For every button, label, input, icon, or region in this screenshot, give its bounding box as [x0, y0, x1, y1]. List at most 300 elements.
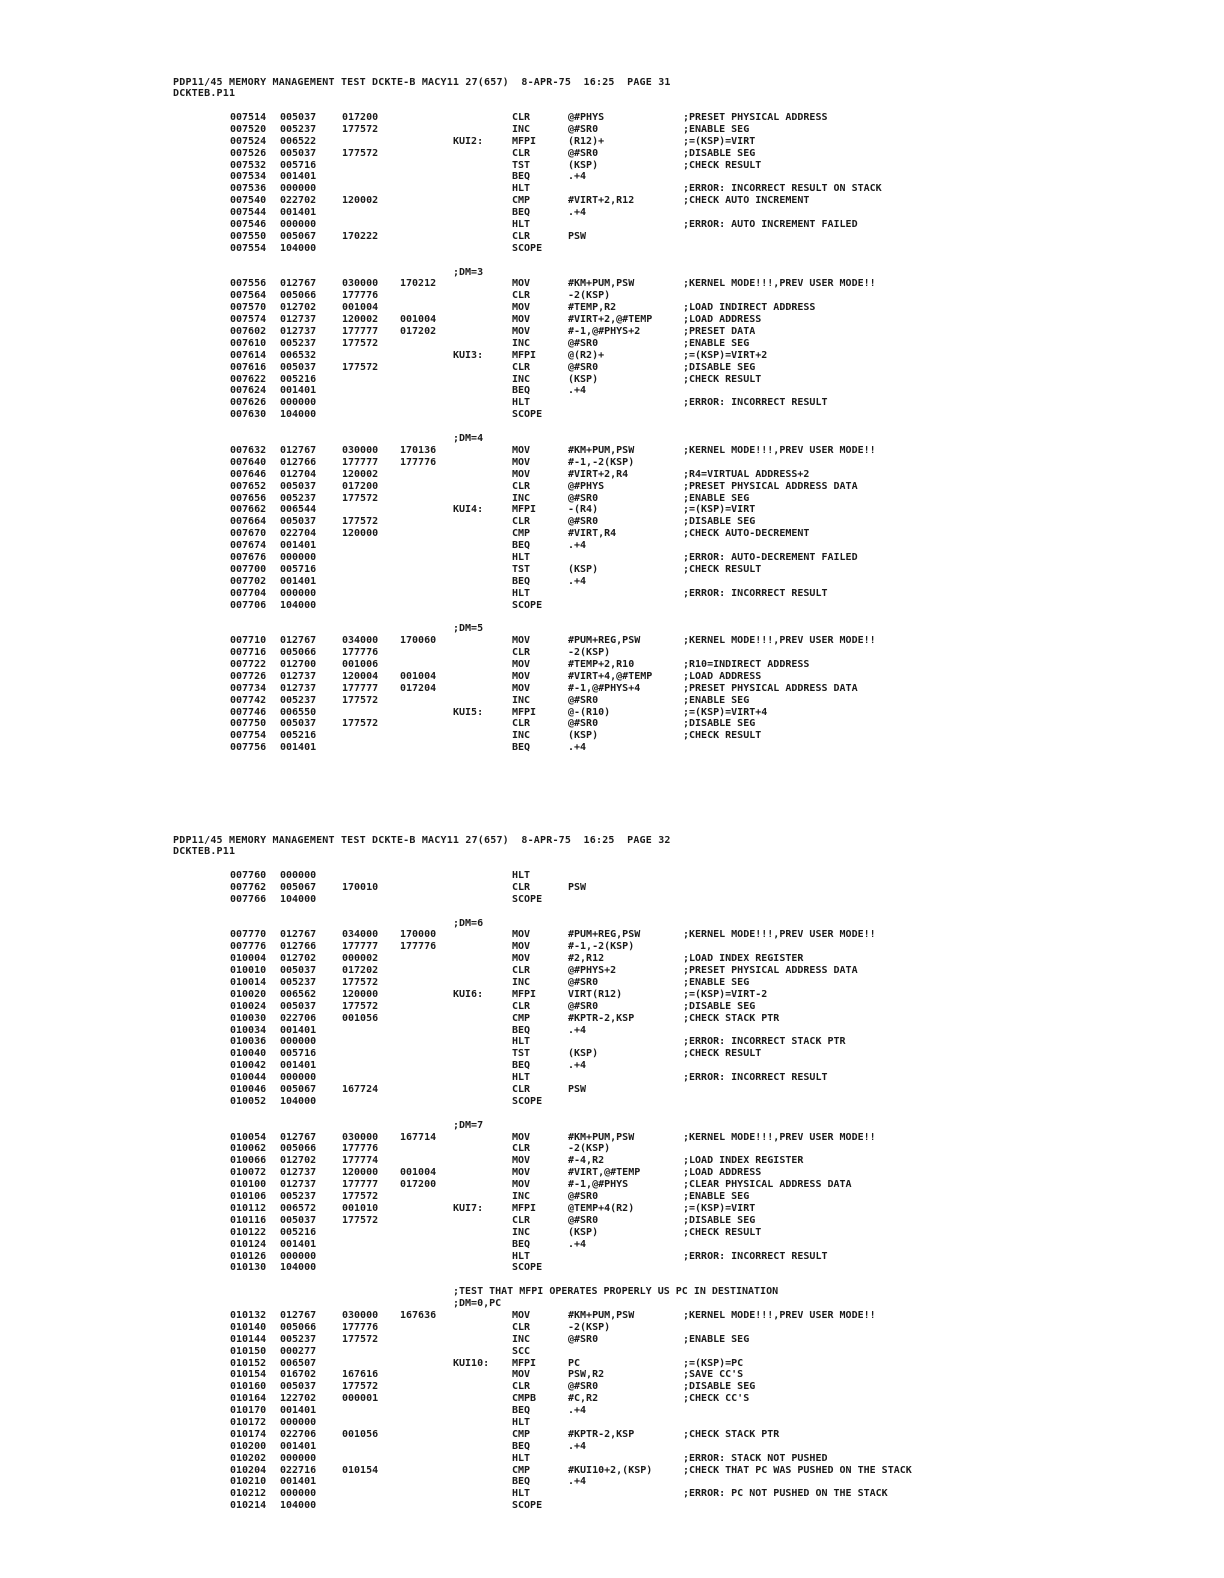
word-1: 012702	[280, 302, 317, 314]
operand: @#SR0	[568, 361, 599, 373]
code-line	[0, 1239, 1224, 1251]
line-gap	[0, 255, 1224, 267]
word-1: 104000	[280, 1500, 317, 1512]
opcode: MFPI	[512, 349, 537, 361]
word-1: 104000	[280, 1262, 317, 1274]
address: 010036	[230, 1036, 267, 1048]
code-line	[0, 469, 1224, 481]
directive-line	[0, 267, 1224, 279]
word-1: 005037	[280, 361, 317, 373]
word-1: 001401	[280, 1476, 317, 1488]
code-line	[0, 1262, 1224, 1274]
address: 010030	[230, 1012, 267, 1024]
opcode: CLR	[512, 516, 531, 528]
word-1: 022704	[280, 528, 317, 540]
operand: #KPTR-2,KSP	[568, 1012, 635, 1024]
code-line	[0, 1417, 1224, 1429]
word-2: 120002	[342, 195, 379, 207]
directive-line	[0, 1298, 1224, 1310]
page-31-header-file: DCKTEB.P11	[173, 88, 236, 99]
operand: (R12)+	[568, 135, 605, 147]
word-2: 120000	[342, 1167, 379, 1179]
word-1: 012737	[280, 326, 317, 338]
code-line	[0, 326, 1224, 338]
code-line	[0, 647, 1224, 659]
line-gap	[0, 611, 1224, 623]
word-1: 022706	[280, 1012, 317, 1024]
word-3: 001004	[400, 1167, 437, 1179]
opcode: MOV	[512, 326, 531, 338]
word-1: 005037	[280, 965, 317, 977]
word-1: 000000	[280, 1036, 317, 1048]
comment: ;LOAD ADDRESS	[683, 314, 762, 326]
opcode: SCOPE	[512, 409, 543, 421]
opcode: BEQ	[512, 1440, 531, 1452]
opcode: MOV	[512, 941, 531, 953]
operand: @#SR0	[568, 1191, 599, 1203]
word-2: 177777	[342, 1179, 379, 1191]
word-1: 005237	[280, 337, 317, 349]
opcode: MOV	[512, 1131, 531, 1143]
word-1: 012766	[280, 456, 317, 468]
address: 010154	[230, 1369, 267, 1381]
comment: ;CHECK AUTO-DECREMENT	[683, 528, 810, 540]
directive-text: ;DM=7	[453, 1119, 484, 1131]
opcode: INC	[512, 492, 531, 504]
comment: ;CHECK THAT PC WAS PUSHED ON THE STACK	[683, 1464, 912, 1476]
address: 010212	[230, 1488, 267, 1500]
block-comment-text: ;TEST THAT MFPI OPERATES PROPERLY US PC IN DESTINATION	[453, 1286, 779, 1298]
code-line	[0, 1381, 1224, 1393]
opcode: MOV	[512, 929, 531, 941]
code-line	[0, 148, 1224, 160]
operand: #VIRT,R4	[568, 528, 617, 540]
code-line	[0, 635, 1224, 647]
word-2: 177774	[342, 1155, 379, 1167]
word-1: 001401	[280, 1440, 317, 1452]
comment: ;ENABLE SEG	[683, 492, 750, 504]
code-line	[0, 409, 1224, 421]
word-1: 005716	[280, 563, 317, 575]
word-1: 005716	[280, 159, 317, 171]
address: 007702	[230, 575, 267, 587]
operand: #VIRT+4,@#TEMP	[568, 670, 653, 682]
code-line	[0, 1429, 1224, 1441]
code-line	[0, 552, 1224, 564]
opcode: BEQ	[512, 207, 531, 219]
comment: ;ERROR: INCORRECT RESULT	[683, 1072, 828, 1084]
address: 007624	[230, 385, 267, 397]
code-line	[0, 1167, 1224, 1179]
code-line	[0, 183, 1224, 195]
word-1: 022702	[280, 195, 317, 207]
address: 007556	[230, 278, 267, 290]
operand: #-1,@#PHYS+2	[568, 326, 641, 338]
opcode: SCOPE	[512, 1095, 543, 1107]
line-gap	[0, 1274, 1224, 1286]
opcode: CLR	[512, 1143, 531, 1155]
opcode: HLT	[512, 1072, 531, 1084]
comment: ;CHECK RESULT	[683, 730, 762, 742]
word-1: 006522	[280, 135, 317, 147]
operand: #KM+PUM,PSW	[568, 1309, 635, 1321]
comment: ;=(KSP)=VIRT-2	[683, 988, 768, 1000]
directive-line	[0, 433, 1224, 445]
address: 010044	[230, 1072, 267, 1084]
comment: ;ENABLE SEG	[683, 694, 750, 706]
operand: @#SR0	[568, 1214, 599, 1226]
word-1: 006562	[280, 988, 317, 1000]
line-gap	[0, 421, 1224, 433]
word-1: 006507	[280, 1357, 317, 1369]
word-1: 104000	[280, 1095, 317, 1107]
code-line	[0, 730, 1224, 742]
opcode: MFPI	[512, 706, 537, 718]
label: KUI3:	[453, 349, 484, 361]
opcode: MOV	[512, 1167, 531, 1179]
word-1: 000000	[280, 870, 317, 881]
comment: ;ERROR: AUTO INCREMENT FAILED	[683, 219, 858, 231]
code-line	[0, 1405, 1224, 1417]
code-line	[0, 894, 1224, 906]
word-2: 170010	[342, 881, 379, 893]
code-line	[0, 1191, 1224, 1203]
comment: ;CHECK AUTO INCREMENT	[683, 195, 810, 207]
operand: .+4	[568, 385, 587, 397]
word-1: 022716	[280, 1464, 317, 1476]
opcode: CLR	[512, 1214, 531, 1226]
directive-line	[0, 918, 1224, 930]
opcode: CLR	[512, 965, 531, 977]
directive-text: ;DM=0,PC	[453, 1298, 502, 1310]
word-1: 001401	[280, 385, 317, 397]
operand: @#PHYS	[568, 112, 605, 123]
word-2: 000002	[342, 953, 379, 965]
comment: ;KERNEL MODE!!!,PREV USER MODE!!	[683, 929, 876, 941]
opcode: CMPB	[512, 1393, 537, 1405]
code-line	[0, 1072, 1224, 1084]
opcode: SCOPE	[512, 599, 543, 611]
word-1: 012767	[280, 929, 317, 941]
address: 010072	[230, 1167, 267, 1179]
code-line	[0, 1203, 1224, 1215]
comment: ;LOAD INDEX REGISTER	[683, 1155, 804, 1167]
word-1: 000000	[280, 397, 317, 409]
word-2: 177777	[342, 456, 379, 468]
word-1: 005037	[280, 1381, 317, 1393]
word-2: 177777	[342, 941, 379, 953]
address: 007750	[230, 718, 267, 730]
word-2: 177572	[342, 492, 379, 504]
operand: #-1,-2(KSP)	[568, 456, 635, 468]
comment: ;DISABLE SEG	[683, 1381, 756, 1393]
address: 010152	[230, 1357, 267, 1369]
word-2: 120000	[342, 988, 379, 1000]
operand: PSW,R2	[568, 1369, 605, 1381]
operand: PSW	[568, 1084, 587, 1096]
address: 007674	[230, 540, 267, 552]
comment: ;DISABLE SEG	[683, 718, 756, 730]
comment: ;CHECK RESULT	[683, 563, 762, 575]
word-2: 030000	[342, 1309, 379, 1321]
word-1: 001401	[280, 207, 317, 219]
word-1: 001401	[280, 1238, 317, 1250]
operand: .+4	[568, 540, 587, 552]
word-2: 017202	[342, 965, 379, 977]
word-1: 104000	[280, 409, 317, 421]
word-3: 167636	[400, 1309, 437, 1321]
operand: @#SR0	[568, 1333, 599, 1345]
code-line	[0, 1179, 1224, 1191]
word-2: 177572	[342, 361, 379, 373]
opcode: CLR	[512, 480, 531, 492]
label: KUI4:	[453, 504, 484, 516]
operand: .+4	[568, 207, 587, 219]
opcode: INC	[512, 977, 531, 989]
word-3: 177776	[400, 456, 437, 468]
comment: ;LOAD ADDRESS	[683, 670, 762, 682]
code-line	[0, 219, 1224, 231]
directive-line	[0, 1120, 1224, 1132]
code-line	[0, 1488, 1224, 1500]
opcode: TST	[512, 1048, 531, 1060]
code-line	[0, 171, 1224, 183]
code-line	[0, 481, 1224, 493]
address: 010124	[230, 1238, 267, 1250]
directive-text: ;DM=4	[453, 433, 484, 445]
word-1: 000277	[280, 1345, 317, 1357]
comment: ;KERNEL MODE!!!,PREV USER MODE!!	[683, 1131, 876, 1143]
operand: .+4	[568, 1476, 587, 1488]
code-line	[0, 1476, 1224, 1488]
opcode: INC	[512, 1333, 531, 1345]
word-2: 010154	[342, 1464, 379, 1476]
word-2: 177777	[342, 682, 379, 694]
word-1: 005237	[280, 1191, 317, 1203]
code-line	[0, 1227, 1224, 1239]
address: 010014	[230, 977, 267, 989]
code-line	[0, 707, 1224, 719]
address: 007676	[230, 551, 267, 563]
address: 007664	[230, 516, 267, 528]
word-1: 005037	[280, 1214, 317, 1226]
comment: ;ENABLE SEG	[683, 1333, 750, 1345]
code-line	[0, 124, 1224, 136]
code-line	[0, 243, 1224, 255]
operand: @#SR0	[568, 123, 599, 135]
word-2: 177572	[342, 516, 379, 528]
word-1: 001401	[280, 1060, 317, 1072]
operand: -(R4)	[568, 504, 599, 516]
operand: .+4	[568, 1405, 587, 1417]
word-2: 177776	[342, 647, 379, 659]
word-1: 012766	[280, 941, 317, 953]
code-line	[0, 882, 1224, 894]
operand: PSW	[568, 230, 587, 242]
comment: ;CHECK RESULT	[683, 1048, 762, 1060]
code-line	[0, 528, 1224, 540]
word-2: 170222	[342, 230, 379, 242]
code-line	[0, 941, 1224, 953]
operand: (KSP)	[568, 159, 599, 171]
address: 010132	[230, 1309, 267, 1321]
word-1: 016702	[280, 1369, 317, 1381]
comment-line	[0, 1286, 1224, 1298]
code-line	[0, 314, 1224, 326]
code-line	[0, 1251, 1224, 1263]
operand: @#SR0	[568, 718, 599, 730]
word-2: 177776	[342, 1321, 379, 1333]
address: 010126	[230, 1250, 267, 1262]
code-line	[0, 929, 1224, 941]
word-1: 000000	[280, 1416, 317, 1428]
page-32-header-file: DCKTEB.P11	[173, 846, 236, 857]
address: 007670	[230, 528, 267, 540]
opcode: CLR	[512, 361, 531, 373]
comment: ;DISABLE SEG	[683, 516, 756, 528]
operand: @#PHYS+2	[568, 965, 617, 977]
code-line	[0, 953, 1224, 965]
word-2: 167724	[342, 1084, 379, 1096]
address: 007540	[230, 195, 267, 207]
word-1: 005037	[280, 718, 317, 730]
word-3: 017204	[400, 682, 437, 694]
address: 007524	[230, 135, 267, 147]
code-line	[0, 278, 1224, 290]
word-3: 170136	[400, 444, 437, 456]
opcode: CLR	[512, 1084, 531, 1096]
word-1: 000000	[280, 183, 317, 195]
opcode: MFPI	[512, 1357, 537, 1369]
word-2: 030000	[342, 444, 379, 456]
comment: ;ERROR: INCORRECT RESULT	[683, 1250, 828, 1262]
code-line	[0, 1215, 1224, 1227]
operand: #TEMP+2,R10	[568, 658, 635, 670]
word-1: 012737	[280, 1167, 317, 1179]
opcode: TST	[512, 159, 531, 171]
code-line	[0, 397, 1224, 409]
operand: #VIRT+2,R12	[568, 195, 635, 207]
operand: @#SR0	[568, 1381, 599, 1393]
code-line	[0, 659, 1224, 671]
word-1: 000000	[280, 219, 317, 231]
address: 007614	[230, 349, 267, 361]
word-2: 120004	[342, 670, 379, 682]
address: 007514	[230, 112, 267, 123]
address: 010214	[230, 1500, 267, 1512]
page-32-listing	[0, 870, 1224, 1512]
address: 010106	[230, 1191, 267, 1203]
opcode: CLR	[512, 718, 531, 730]
opcode: SCOPE	[512, 242, 543, 254]
operand: -2(KSP)	[568, 647, 611, 659]
directive-line	[0, 623, 1224, 635]
operand: (KSP)	[568, 563, 599, 575]
operand: @#SR0	[568, 1000, 599, 1012]
opcode: BEQ	[512, 171, 531, 183]
opcode: CMP	[512, 528, 531, 540]
word-1: 005237	[280, 694, 317, 706]
opcode: BEQ	[512, 1405, 531, 1417]
comment: ;KERNEL MODE!!!,PREV USER MODE!!	[683, 1309, 876, 1321]
comment: ;KERNEL MODE!!!,PREV USER MODE!!	[683, 278, 876, 290]
operand: .+4	[568, 1060, 587, 1072]
operand: (KSP)	[568, 1226, 599, 1238]
address: 010164	[230, 1393, 267, 1405]
address: 007766	[230, 893, 267, 905]
word-1: 012737	[280, 682, 317, 694]
word-1: 006532	[280, 349, 317, 361]
code-line	[0, 695, 1224, 707]
word-1: 005067	[280, 1084, 317, 1096]
operand: @TEMP+4(R2)	[568, 1202, 635, 1214]
address: 007626	[230, 397, 267, 409]
address: 007760	[230, 870, 267, 881]
word-2: 177572	[342, 147, 379, 159]
word-1: 104000	[280, 893, 317, 905]
page-31-header-title: PDP11/45 MEMORY MANAGEMENT TEST DCKTE-B MACY11 27(657) 8-APR-75 16:25 PAGE 31	[173, 77, 671, 88]
opcode: HLT	[512, 183, 531, 195]
address: 010122	[230, 1226, 267, 1238]
comment: ;LOAD INDIRECT ADDRESS	[683, 302, 816, 314]
code-line	[0, 977, 1224, 989]
code-line	[0, 1393, 1224, 1405]
word-1: 005066	[280, 647, 317, 659]
address: 010170	[230, 1405, 267, 1417]
opcode: CMP	[512, 195, 531, 207]
word-1: 005216	[280, 730, 317, 742]
word-2: 177572	[342, 1191, 379, 1203]
comment: ;CHECK CC'S	[683, 1393, 750, 1405]
address: 007526	[230, 147, 267, 159]
operand: #-1,-2(KSP)	[568, 941, 635, 953]
word-2: 177572	[342, 1381, 379, 1393]
word-3: 017200	[400, 1179, 437, 1191]
operand: .+4	[568, 1440, 587, 1452]
code-line	[0, 1322, 1224, 1334]
word-3: 177776	[400, 941, 437, 953]
word-1: 001401	[280, 1024, 317, 1036]
word-1: 005066	[280, 290, 317, 302]
code-line	[0, 493, 1224, 505]
opcode: CLR	[512, 290, 531, 302]
operand: #-4,R2	[568, 1155, 605, 1167]
operand: .+4	[568, 1024, 587, 1036]
directive-text: ;DM=6	[453, 917, 484, 929]
operand: (KSP)	[568, 373, 599, 385]
word-2: 177572	[342, 718, 379, 730]
word-1: 012737	[280, 314, 317, 326]
opcode: HLT	[512, 551, 531, 563]
opcode: MOV	[512, 1369, 531, 1381]
word-2: 001010	[342, 1202, 379, 1214]
word-1: 005037	[280, 1000, 317, 1012]
opcode: MOV	[512, 456, 531, 468]
address: 007640	[230, 456, 267, 468]
word-2: 030000	[342, 1131, 379, 1143]
address: 007662	[230, 504, 267, 516]
opcode: MOV	[512, 1309, 531, 1321]
code-line	[0, 350, 1224, 362]
opcode: MOV	[512, 953, 531, 965]
code-line	[0, 1369, 1224, 1381]
word-1: 012767	[280, 278, 317, 290]
word-1: 000000	[280, 1488, 317, 1500]
address: 010042	[230, 1060, 267, 1072]
opcode: BEQ	[512, 1024, 531, 1036]
word-1: 005037	[280, 112, 317, 123]
opcode: BEQ	[512, 742, 531, 754]
